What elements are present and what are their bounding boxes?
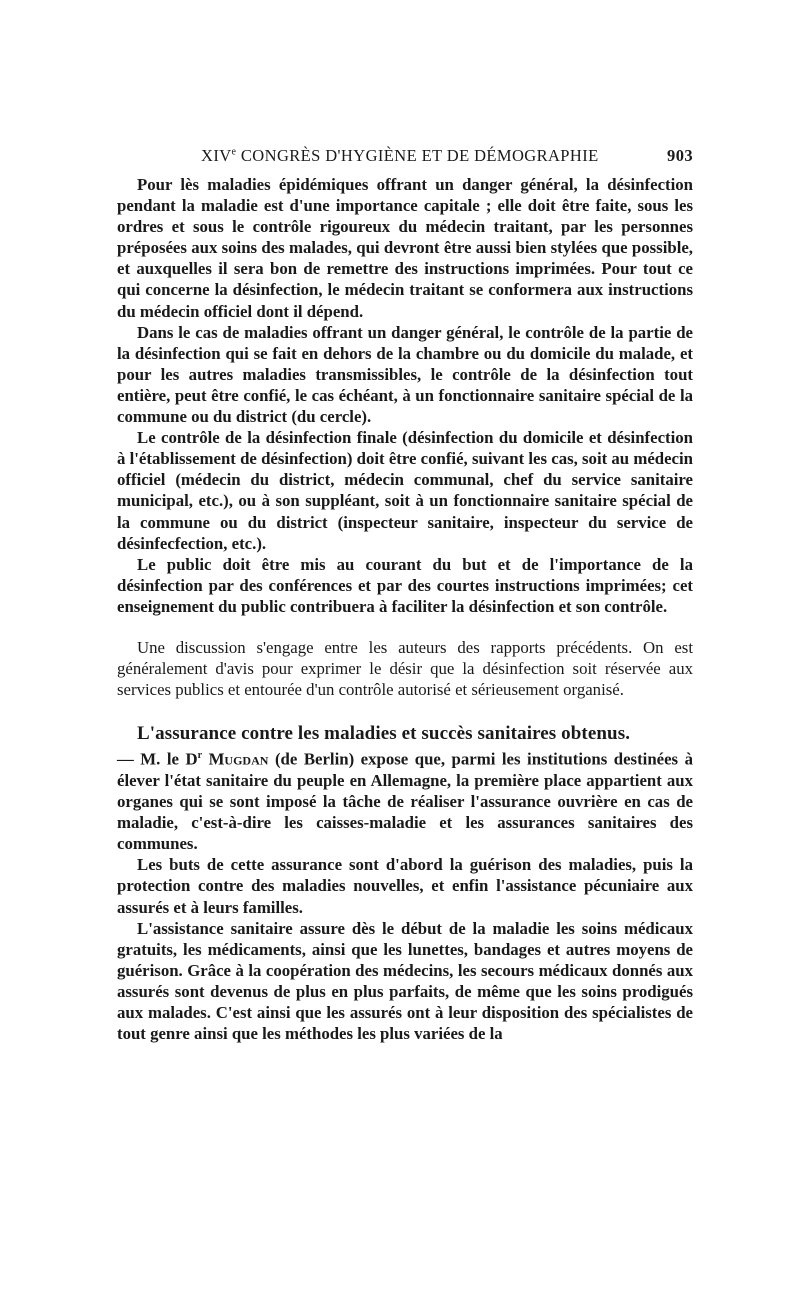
paragraph-4: Le public doit être mis au courant du but et de l'importance de la désinfection par des conférences et par des courtes instructions imprimées; cet enseignement du public contribuera à faciliter la désinfection et son contrôle.	[117, 554, 693, 616]
page-number: 903	[667, 146, 693, 165]
paragraph-1: Pour lès maladies épidémiques offrant un danger général, la désinfection pendant la maladie est d'une importance capitale ; elle doit être faite, sous les ordres et sous le contrôle rigoureux du médecin traitant, par les personnes préposées aux soins des malades, qui devront être aussi bien stylées que possible, et auxquelles il sera bon de remettre des instructions imprimées. Pour tout ce qui concerne la désinfection, le médecin traitant se conformera aux instructions du médecin officiel dont il dépend.	[117, 175, 693, 321]
speaker-name: Mugdan	[208, 749, 269, 769]
running-header	[117, 146, 693, 166]
section-heading: L'assurance contre les maladies et succès sanitaires obtenus.	[137, 723, 631, 745]
header-title: XIVe CONGRÈS D'HYGIÈNE ET DE DÉMOGRAPHIE	[201, 146, 599, 165]
paragraph-2: Dans le cas de maladies offrant un danger général, le contrôle de la partie de la désinfection qui se fait en dehors de la chambre ou du domicile du malade, et pour les autres maladies transmissibles, le contrôle de la désinfection tout entière, peut être confié, le cas échéant, à un fonctionnaire sanitaire spécial de la commune ou du district (du cercle).	[117, 322, 693, 427]
section-intro: — M. le $D^r$ Mugdan (de Berlin) expose que, parmi les institutions destinées à élever l'état sanitaire du peuple en Allemagne, la première place appartient aux organes qui se sont imposé la tâche de réaliser l'assurance ouvrière en cas de maladie, c'est-à-dire les caisses-maladie et les assurances sanitaires des communes.	[117, 749, 693, 854]
document-page	[117, 146, 693, 1044]
section-paragraph-1: Les buts de cette assurance sont d'abord la guérison des maladies, puis la protection contre des maladies nouvelles, et enfin l'assistance pécuniaire aux assurés et à leurs familles.	[117, 855, 693, 917]
discussion-paragraph: Une discussion s'engage entre les auteurs des rapports précédents. On est généralement d'avis pour exprimer le désir que la désinfection soit réservée aux services publics et entourée d'un contrôle autorisé et sérieusement organisé.	[117, 637, 693, 700]
section-paragraph-2: L'assistance sanitaire assure dès le début de la maladie les soins médicaux gratuits, les médicaments, ainsi que les lunettes, bandages et autres moyens de guérison. Grâce à la coopération des médecins, les secours médicaux donnés aux assurés sont devenus de plus en plus parfaits, de même que les soins prodigués aux malades. C'est ainsi que les assurés ont à leur disposition des spécialistes de tout genre ainsi que les méthodes les plus variées de la	[117, 918, 693, 1044]
paragraph-3: Le contrôle de la désinfection finale (désinfection du domicile et désinfection à l'établissement de désinfection) doit être confié, suivant les cas, soit au médecin officiel (médecin du district, médecin communal, chef du service sanitaire municipal, etc.), ou à son suppléant, soit à un fonctionnaire sanitaire spécial de la commune ou du district (inspecteur sanitaire, inspecteur du service de désinfecfection, etc.).	[117, 428, 693, 553]
